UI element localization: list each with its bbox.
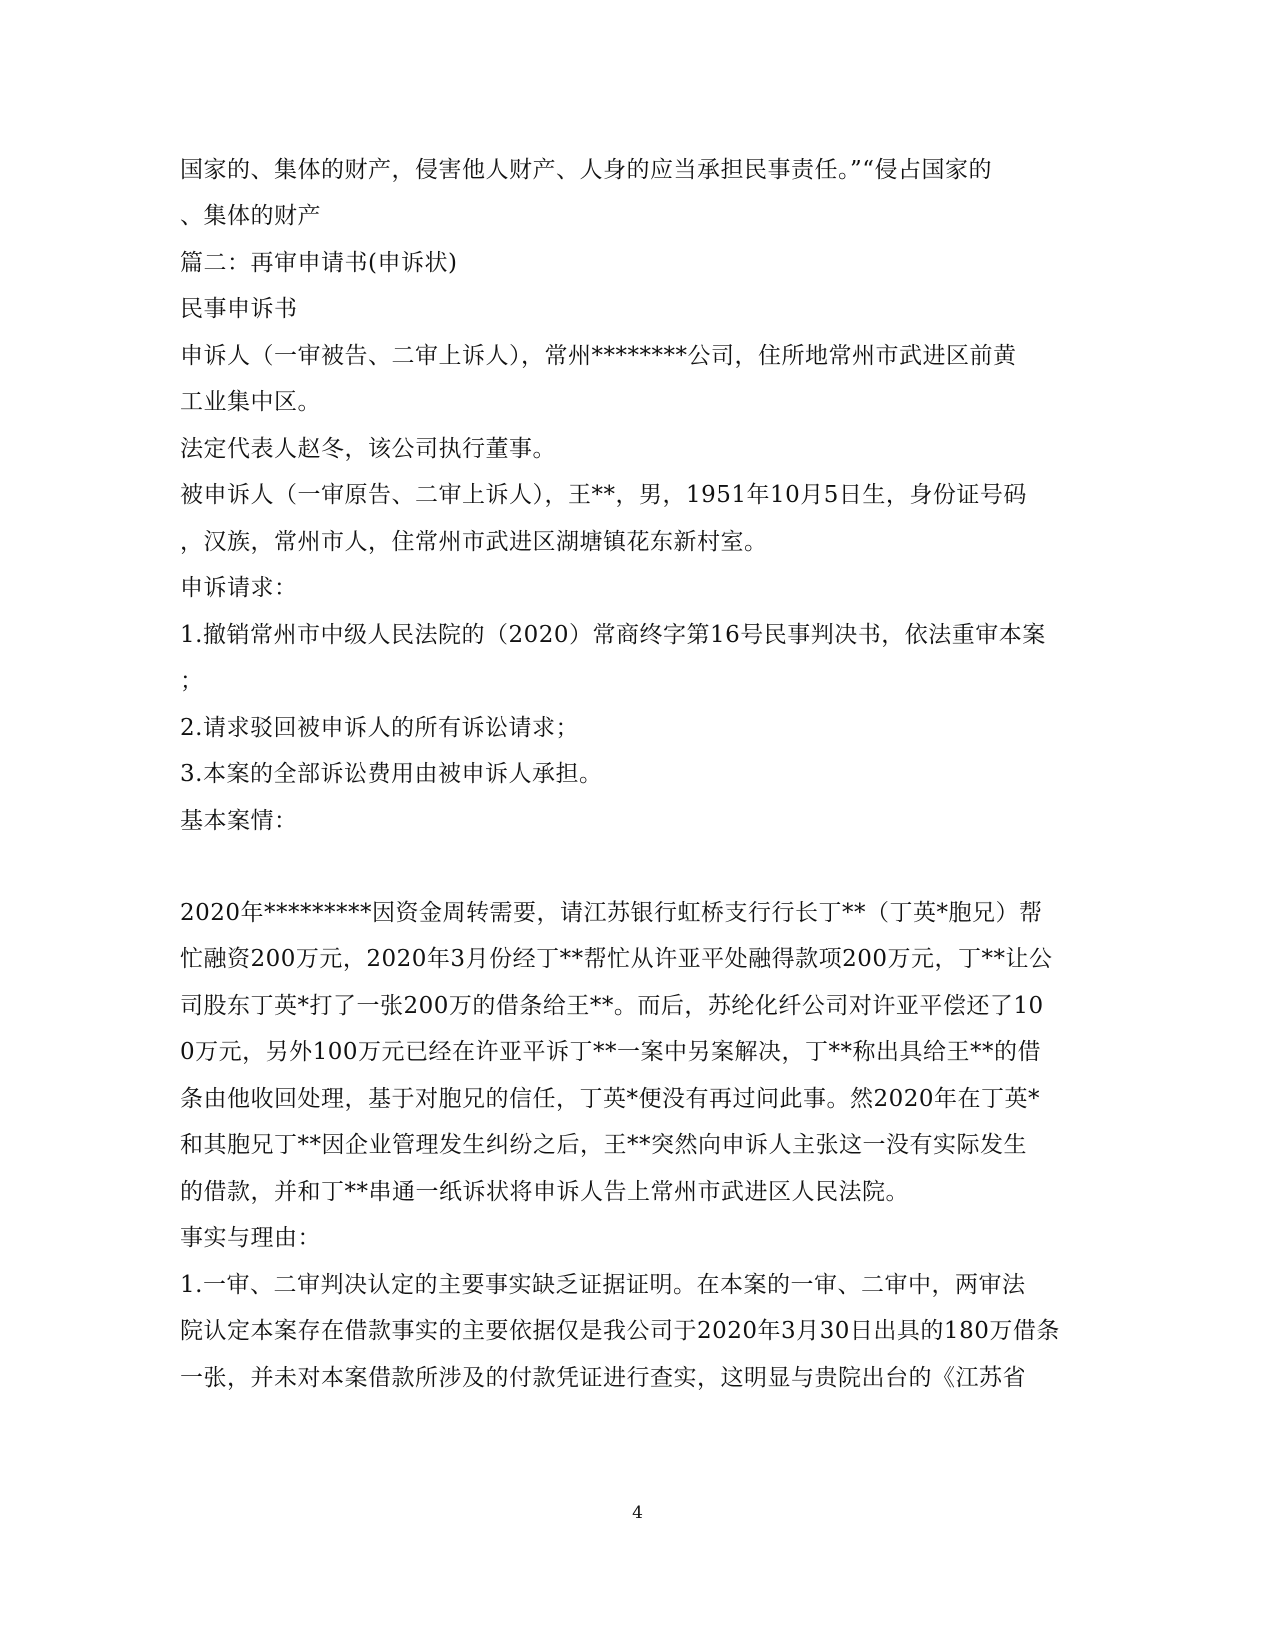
text-line: 一张，并未对本案借款所涉及的付款凭证进行查实，这明显与贵院出台的《江苏省	[180, 1365, 1026, 1391]
text-line: 2020年*********因资金周转需要，请江苏银行虹桥支行行长丁**（丁英*胞兄）帮	[180, 900, 1043, 926]
list-item: 2.请求驳回被申诉人的所有诉讼请求；	[180, 715, 579, 741]
section-label: 事实与理由：	[180, 1225, 321, 1251]
page-number: 4	[632, 1503, 643, 1523]
list-item: 3.本案的全部诉讼费用由被申诉人承担。	[180, 761, 603, 787]
text-line: 0万元，另外100万元已经在许亚平诉丁**一案中另案解决，丁**称出具给王**的借	[180, 1039, 1042, 1065]
text-line: 和其胞兄丁**因企业管理发生纠纷之后，王**突然向申诉人主张这一没有实际发生	[180, 1132, 1027, 1158]
text-line: 法定代表人赵冬，该公司执行董事。	[180, 436, 556, 462]
list-item: 1.一审、二审判决认定的主要事实缺乏证据证明。在本案的一审、二审中，两审法	[180, 1272, 1026, 1298]
section-label: 申诉请求：	[180, 575, 298, 601]
text-line: 工业集中区。	[180, 389, 321, 415]
text-line: 、集体的财产	[180, 203, 321, 229]
section-heading: 篇二：再审申请书(申诉状)	[180, 250, 458, 276]
text-line: ，汉族，常州市人，住常州市武进区湖塘镇花东新村室。	[180, 529, 768, 555]
text-line: 国家的、集体的财产，侵害他人财产、人身的应当承担民事责任。”“侵占国家的	[180, 157, 993, 183]
text-line: 被申诉人（一审原告、二审上诉人），王**，男，1951年10月5日生，身份证号码	[180, 482, 1027, 508]
text-line: 院认定本案存在借款事实的主要依据仅是我公司于2020年3月30日出具的180万借条	[180, 1318, 1060, 1344]
text-line: 司股东丁英*打了一张200万的借条给王**。而后，苏纶化纤公司对许亚平偿还了10	[180, 993, 1044, 1019]
text-line: 申诉人（一审被告、二审上诉人），常州********公司，住所地常州市武进区前黄	[180, 343, 1017, 369]
section-label: 基本案情：	[180, 808, 298, 834]
document-title: 民事申诉书	[180, 296, 298, 322]
text-line: ；	[180, 668, 204, 694]
list-item: 1.撤销常州市中级人民法院的（2020）常商终字第16号民事判决书，依法重审本案	[180, 622, 1046, 648]
text-line: 的借款，并和丁**串通一纸诉状将申诉人告上常州市武进区人民法院。	[180, 1179, 909, 1205]
text-line: 忙融资200万元，2020年3月份经丁**帮忙从许亚平处融得款项200万元，丁**让公	[180, 946, 1053, 972]
text-line: 条由他收回处理，基于对胞兄的信任，丁英*便没有再过问此事。然2020年在丁英*	[180, 1086, 1041, 1112]
